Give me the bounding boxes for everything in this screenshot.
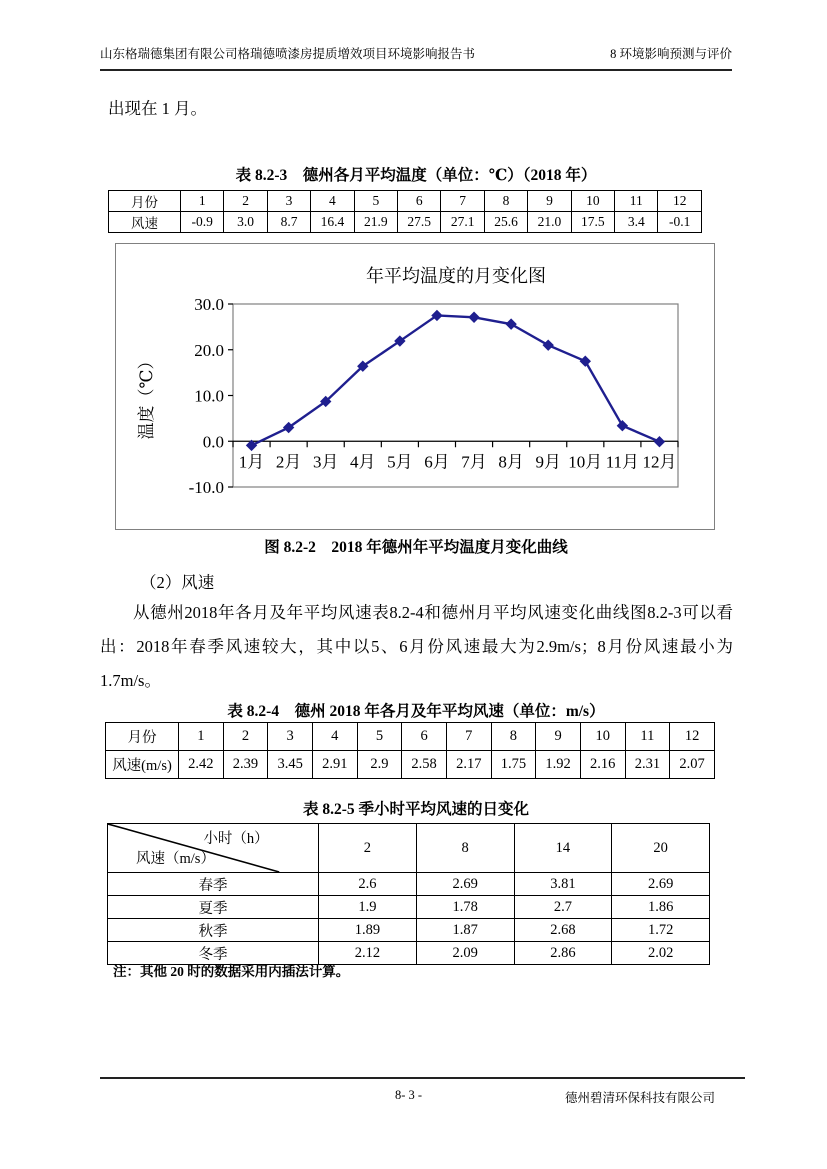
table-cell: 风速(m/s) bbox=[106, 751, 179, 779]
table-cell: 8 bbox=[491, 723, 536, 751]
header-left-title: 山东格瑞德集团有限公司格瑞德喷漆房提质增效项目环境影响报告书 bbox=[100, 47, 476, 61]
table-column-header: 20 bbox=[612, 824, 710, 873]
table-cell: 7 bbox=[441, 191, 484, 212]
svg-text:3月: 3月 bbox=[312, 452, 339, 472]
svg-text:10月: 10月 bbox=[568, 452, 603, 472]
table-cell: 27.1 bbox=[441, 212, 484, 233]
table-cell: 月份 bbox=[109, 191, 181, 212]
section-paragraph: 从德州2018年各月及年平均风速表8.2-4和德州月平均风速变化曲线图8.2-3可以看出：2018年春季风速较大，其中以5、6月份风速最大为2.9m/s；8月份风速最小为1.7m/s。 bbox=[100, 603, 733, 690]
table-cell: 2.07 bbox=[670, 751, 715, 779]
table-cell: 1.89 bbox=[319, 919, 417, 942]
table-cell: 17.5 bbox=[571, 212, 614, 233]
table-column-header: 8 bbox=[416, 824, 514, 873]
table-cell: 3.4 bbox=[615, 212, 658, 233]
svg-text:4月: 4月 bbox=[350, 452, 376, 472]
table-cell: 5 bbox=[354, 191, 397, 212]
table-row bbox=[109, 212, 702, 233]
table-cell: 21.0 bbox=[528, 212, 571, 233]
footer-company: 德州碧清环保科技有限公司 bbox=[564, 1091, 715, 1105]
svg-text:5月: 5月 bbox=[387, 452, 413, 472]
table-cell: 2.58 bbox=[402, 751, 447, 779]
table1-caption: 表 8.2-3 德州各月平均温度（单位：℃）（2018 年） bbox=[235, 167, 597, 184]
table-cell: 1 bbox=[181, 191, 224, 212]
table-monthly-temperature bbox=[108, 190, 702, 233]
svg-text:7月: 7月 bbox=[461, 452, 487, 472]
svg-text:-10.0: -10.0 bbox=[188, 478, 224, 497]
table-cell: 2.91 bbox=[312, 751, 357, 779]
table-cell: -0.9 bbox=[181, 212, 224, 233]
intro-paragraph: 出现在 1 月。 bbox=[108, 99, 207, 118]
table-cell: 3 bbox=[267, 191, 310, 212]
temperature-line-chart bbox=[116, 244, 714, 529]
table-row bbox=[108, 896, 710, 919]
corner-label-hour: 小时（h） bbox=[203, 831, 269, 847]
table-cell: 2.39 bbox=[223, 751, 268, 779]
table-column-header: 14 bbox=[514, 824, 612, 873]
svg-text:8月: 8月 bbox=[498, 452, 524, 472]
section-heading: （2）风速 bbox=[140, 573, 215, 592]
table-seasonal-hourly-windspeed bbox=[107, 823, 710, 965]
table-cell: 2.68 bbox=[514, 919, 612, 942]
table-cell: 2.09 bbox=[416, 942, 514, 965]
table-cell: 2 bbox=[223, 723, 268, 751]
table-cell: 2.02 bbox=[612, 942, 710, 965]
table-cell: 2.69 bbox=[416, 873, 514, 896]
table-cell: 2.16 bbox=[580, 751, 625, 779]
table-cell: 8.7 bbox=[267, 212, 310, 233]
table-header-row bbox=[108, 824, 710, 873]
svg-text:2月: 2月 bbox=[275, 452, 302, 472]
svg-text:温度（℃）: 温度（℃） bbox=[137, 352, 156, 440]
svg-text:9月: 9月 bbox=[535, 452, 561, 472]
data-point-marker bbox=[617, 421, 627, 431]
table-cell: 11 bbox=[625, 723, 670, 751]
svg-text:10.0: 10.0 bbox=[194, 386, 224, 406]
table-cell: 9 bbox=[528, 191, 571, 212]
table-cell: 风速 bbox=[109, 212, 181, 233]
table-cell: 12 bbox=[658, 191, 702, 212]
table-cell: 10 bbox=[580, 723, 625, 751]
table-cell: 2.9 bbox=[357, 751, 402, 779]
table3-caption: 表 8.2-5 季小时平均风速的日变化 bbox=[302, 801, 530, 818]
table-cell: 1 bbox=[179, 723, 224, 751]
table-cell: 25.6 bbox=[484, 212, 527, 233]
table-monthly-windspeed bbox=[105, 722, 715, 779]
figure-caption: 图 8.2-2 2018 年德州年平均温度月变化曲线 bbox=[264, 539, 568, 556]
table-cell: 2.69 bbox=[612, 873, 710, 896]
table-cell: 1.87 bbox=[416, 919, 514, 942]
table-cell: 6 bbox=[398, 191, 441, 212]
table-cell: -0.1 bbox=[658, 212, 702, 233]
table-cell: 2 bbox=[224, 191, 267, 212]
table2-caption: 表 8.2-4 德州 2018 年各月及年平均风速（单位：m/s） bbox=[227, 703, 605, 720]
table-row bbox=[106, 751, 715, 779]
page-footer bbox=[100, 1077, 745, 1105]
table-cell: 6 bbox=[402, 723, 447, 751]
svg-text:11月: 11月 bbox=[605, 452, 640, 472]
table-cell: 2.86 bbox=[514, 942, 612, 965]
table-cell: 4 bbox=[312, 723, 357, 751]
table-row bbox=[108, 919, 710, 942]
table-cell: 2.6 bbox=[319, 873, 417, 896]
table-cell: 8 bbox=[484, 191, 527, 212]
table-cell: 1.9 bbox=[319, 896, 417, 919]
diagonal-header-cell bbox=[108, 824, 319, 873]
page-number: 8- 3 - bbox=[395, 1088, 423, 1102]
table-cell: 2.31 bbox=[625, 751, 670, 779]
table-cell: 9 bbox=[536, 723, 581, 751]
table-cell: 1.72 bbox=[612, 919, 710, 942]
svg-text:20.0: 20.0 bbox=[194, 340, 224, 360]
table-cell: 夏季 bbox=[108, 896, 319, 919]
table-cell: 12 bbox=[670, 723, 715, 751]
data-point-marker bbox=[469, 312, 479, 322]
header-right-chapter: 8 环境影响预测与评价 bbox=[610, 47, 732, 61]
table-cell: 3 bbox=[268, 723, 313, 751]
table-cell: 2.12 bbox=[319, 942, 417, 965]
table-cell: 2.17 bbox=[446, 751, 491, 779]
data-point-marker bbox=[654, 437, 664, 447]
table-note: 注：其他 20 时的数据采用内插法计算。 bbox=[113, 964, 350, 979]
data-point-marker bbox=[506, 319, 516, 329]
table-row bbox=[109, 191, 702, 212]
svg-text:1月: 1月 bbox=[238, 452, 265, 472]
table-cell: 春季 bbox=[108, 873, 319, 896]
table-cell: 3.45 bbox=[268, 751, 313, 779]
page-header bbox=[100, 44, 732, 71]
table-cell: 1.78 bbox=[416, 896, 514, 919]
table-cell: 2.42 bbox=[179, 751, 224, 779]
table-cell: 7 bbox=[446, 723, 491, 751]
table-column-header: 2 bbox=[319, 824, 417, 873]
table-cell: 1.75 bbox=[491, 751, 536, 779]
data-point-marker bbox=[543, 340, 553, 350]
table-row bbox=[106, 723, 715, 751]
svg-text:0.0: 0.0 bbox=[202, 432, 224, 452]
table-cell: 21.9 bbox=[354, 212, 397, 233]
table-cell: 月份 bbox=[106, 723, 179, 751]
table-cell: 3.81 bbox=[514, 873, 612, 896]
svg-text:年平均温度的月变化图: 年平均温度的月变化图 bbox=[366, 266, 546, 286]
table-cell: 4 bbox=[311, 191, 354, 212]
table-cell: 11 bbox=[615, 191, 658, 212]
table-cell: 1.92 bbox=[536, 751, 581, 779]
table-cell: 秋季 bbox=[108, 919, 319, 942]
svg-text:12月: 12月 bbox=[642, 452, 677, 472]
table-row bbox=[108, 873, 710, 896]
svg-text:30.0: 30.0 bbox=[194, 295, 224, 314]
table-cell: 1.86 bbox=[612, 896, 710, 919]
table-cell: 5 bbox=[357, 723, 402, 751]
data-point-marker bbox=[580, 356, 590, 366]
table-cell: 16.4 bbox=[311, 212, 354, 233]
corner-label-windspeed: 风速（m/s） bbox=[136, 851, 215, 867]
svg-text:6月: 6月 bbox=[424, 452, 450, 472]
table-cell: 2.7 bbox=[514, 896, 612, 919]
table-cell: 3.0 bbox=[224, 212, 267, 233]
table-cell: 冬季 bbox=[108, 942, 319, 965]
table-cell: 27.5 bbox=[398, 212, 441, 233]
temperature-chart-frame bbox=[115, 243, 715, 530]
table-cell: 10 bbox=[571, 191, 614, 212]
